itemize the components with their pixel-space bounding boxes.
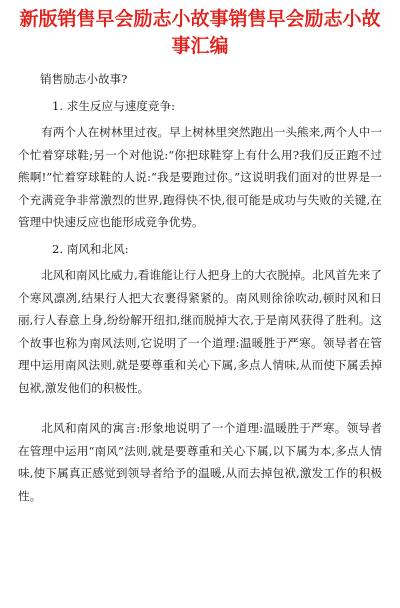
section-heading-1: 1. 求生反应与速度竞争:	[52, 98, 175, 113]
moral-paragraph: 北风和南风的寓言:形象地说明了一个道理:温暖胜于严寒。领导者在管理中运用“南风”法则,就是要尊重和关心下属,以下属为本,多点人情味,使下属真正感觉到领导者给予的温暖,从而去掉包袱,激发工作的积极性。	[18, 421, 382, 503]
intro-line: 销售励志小故事?	[40, 72, 128, 86]
spacer	[18, 399, 382, 417]
section-heading-2: 2. 南风和北风:	[52, 241, 129, 256]
section-body-2: 北风和南风比威力,看谁能让行人把身上的大衣脱掉。北风首先来了个寒风凛冽,结果行人把大衣裹得紧紧的。南风则徐徐吹动,顿时风和日丽,行人春意上身,纷纷解开纽扣,继而脱掉大衣,于是南风获得了胜利。这个故事也称为南风法则,它说明了一个道理:温暖胜于严寒。领导者在管理中运用南风法则,就是要尊重和关心下属,多点人情味,从而使下属丢掉包袱,激发他们的积极性。	[18, 268, 382, 395]
section-body-1: 有两个人在树林里过夜。早上树林里突然跑出一头熊来,两个人中一个忙着穿球鞋;另一个对他说:“你把球鞋穿上有什么用?我们反正跑不过熊啊!”忙着穿球鞋的人说:“我是要跑过你。”这说明我们面对的世界是一个充满竞争非常激烈的世界,跑得快不快,很可能是成功与失败的关键,在管理中快速反应也能形成竞争优势。	[18, 125, 382, 229]
document-title: 新版销售早会励志小故事销售早会励志小故事汇编	[19, 8, 381, 57]
